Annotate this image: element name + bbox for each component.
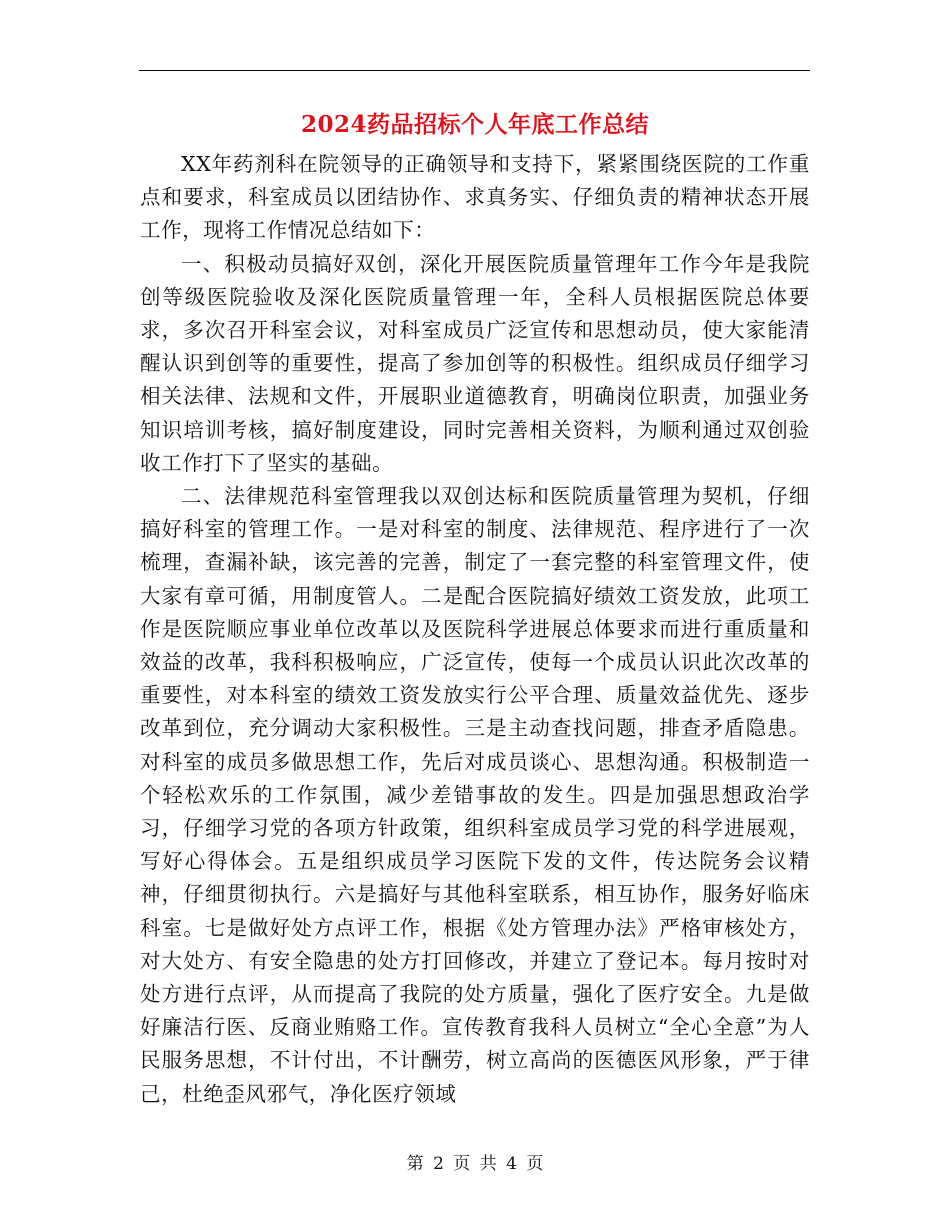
paragraph-intro: XX年药剂科在院领导的正确领导和支持下，紧紧围绕医院的工作重点和要求，科室成员以团结协作、求真务实、仔细负责的精神状态开展工作，现将工作情况总结如下：	[140, 152, 810, 243]
page-number: 第 2 页 共 4 页	[406, 1154, 544, 1174]
header-rule	[139, 70, 810, 71]
paragraph-section-2: 二、法律规范科室管理我以双创达标和医院质量管理为契机，仔细搞好科室的管理工作。一是对科室的制度、法律规范、程序进行了一次梳理，查漏补缺，该完善的完善，制定了一套完整的科室管理文件，使大家有章可循，用制度管人。二是配合医院搞好绩效工资发放，此项工作是医院顺应事业单位改革以及医院科学进展总体要求而进行重质量和效益的改革，我科积极响应，广泛宣传，使每一个成员认识此次改革的重要性，对本科室的绩效工资发放实行公平合理、质量效益优先、逐步改革到位，充分调动大家积极性。三是主动查找问题，排查矛盾隐患。对科室的成员多做思想工作，先后对成员谈心、思想沟通。积极制造一个轻松欢乐的工作氛围，减少差错事故的发生。四是加强思想政治学习，仔细学习党的各项方针政策，组织科室成员学习党的科学进展观，写好心得体会。五是组织成员学习医院下发的文件，传达院务会议精神，仔细贯彻执行。六是搞好与其他科室联系，相互协作，服务好临床科室。七是做好处方点评工作，根据《处方管理办法》严格审核处方，对大处方、有安全隐患的处方打回修改，并建立了登记本。每月按时对处方进行点评，从而提高了我院的处方质量，强化了医疗安全。九是做好廉洁行医、反商业贿赂工作。宣传教育我科人员树立“全心全意”为人民服务思想，不计付出，不计酬劳，树立高尚的医德医风形象，严于律己，杜绝歪风邪气，净化医疗领域	[140, 484, 810, 1106]
document-title: 2024药品招标个人年底工作总结	[300, 111, 649, 138]
document-body	[140, 148, 810, 1111]
paragraph-section-1: 一、积极动员搞好双创，深化开展医院质量管理年工作今年是我院创等级医院验收及深化医院质量管理一年，全科人员根据医院总体要求，多次召开科室会议，对科室成员广泛宣传和思想动员，使大家能清醒认识到创等的重要性，提高了参加创等的积极性。组织成员仔细学习相关法律、法规和文件，开展职业道德教育，明确岗位职责，加强业务知识培训考核，搞好制度建设，同时完善相关资料，为顺利通过双创验收工作打下了坚实的基础。	[140, 251, 810, 475]
